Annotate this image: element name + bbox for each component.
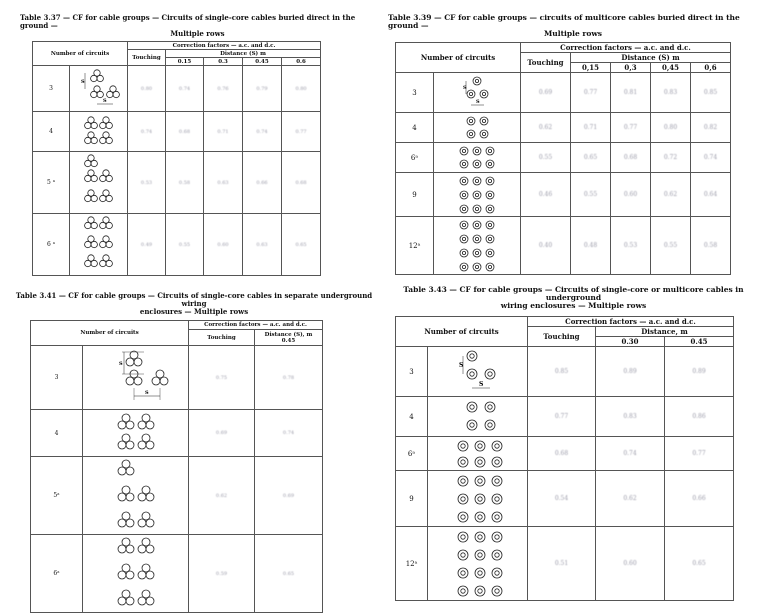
spacing-label: S (476, 98, 480, 105)
header-distance-value: 0,45 (651, 63, 691, 73)
table-row (396, 143, 731, 173)
cf-value: 0.48 (571, 217, 611, 275)
circuit-count: 6ᵃ (396, 437, 428, 471)
header-correction-factors: Correction factors — a.c. and d.c. (128, 42, 321, 50)
cf-value: 0.89 (665, 347, 734, 397)
header-number-of-circuits: Number of circuits (396, 317, 528, 347)
circuit-count: 9 (396, 471, 428, 527)
cf-value: 0.80 (282, 66, 321, 112)
circuit-count: 9 (396, 173, 434, 217)
multicore-group-diagram (437, 174, 517, 216)
enclosure-group-diagram (86, 536, 186, 612)
header-distance-value: 0.15 (166, 58, 204, 66)
cf-value: 0.80 (651, 113, 691, 143)
cf-value: 0.49 (128, 214, 166, 276)
cable-arrangement-figure (70, 66, 128, 112)
table-row (33, 112, 321, 152)
cf-value: 0.58 (166, 152, 204, 214)
header-touching: Touching (521, 53, 571, 73)
table-row (396, 73, 731, 113)
header-distance-value: 0,3 (611, 63, 651, 73)
table-title-line2: Multiple rows (543, 29, 603, 38)
cf-value: 0.81 (611, 73, 651, 113)
spacing-label: S (144, 389, 149, 396)
table-title-line2: wiring enclosures — Multiple rows (500, 301, 647, 310)
cf-table (395, 42, 731, 275)
cable-arrangement-figure (83, 457, 189, 535)
cable-arrangement-figure (428, 437, 528, 471)
header-correction-factors: Correction factors — a.c. and d.c. (528, 317, 734, 327)
cable-arrangement-figure (428, 397, 528, 437)
header-distance-label: Distance (S), m (264, 331, 313, 338)
table-row (396, 397, 734, 437)
circuit-count: 5 ᵃ (33, 152, 70, 214)
cable-arrangement-figure (70, 112, 128, 152)
circuit-count: 4 (396, 113, 434, 143)
spacing-label: S (118, 360, 123, 367)
cf-value: 0.68 (528, 437, 596, 471)
cf-value: 0.40 (521, 217, 571, 275)
circuit-count: 6ᵃ (31, 535, 83, 613)
cf-value: 0.69 (189, 410, 255, 457)
header-distance-value: 0.45 (665, 337, 734, 347)
cf-value: 0.46 (521, 173, 571, 217)
trefoil-group-diagram (71, 215, 127, 275)
cable-arrangement-figure (434, 143, 521, 173)
header-distance-value: 0,15 (571, 63, 611, 73)
circuit-count: 4 (396, 397, 428, 437)
cf-value: 0.65 (665, 527, 734, 601)
circuit-count: 6 ᵃ (33, 214, 70, 276)
cf-value: 0.74 (243, 112, 282, 152)
spacing-label: S (102, 97, 107, 104)
cf-value: 0.77 (571, 73, 611, 113)
circuit-count: 12ᵃ (396, 527, 428, 601)
cf-value: 0.64 (691, 173, 731, 217)
enclosure-group-diagram (429, 528, 527, 600)
cable-arrangement-figure (83, 346, 189, 410)
cf-value: 0.75 (189, 346, 255, 410)
table-3-39-panel (388, 14, 758, 275)
cable-arrangement-figure (428, 527, 528, 601)
cf-value: 0.62 (521, 113, 571, 143)
table-row (33, 66, 321, 112)
spacing-label: S (463, 84, 467, 91)
circuit-count: 3 (396, 73, 434, 113)
cf-value: 0.77 (665, 437, 734, 471)
cable-arrangement-figure (70, 152, 128, 214)
header-correction-factors: Correction factors — a.c. and d.c. (521, 43, 731, 53)
cf-value: 0.60 (611, 173, 651, 217)
cf-table (32, 41, 321, 276)
cable-arrangement-figure (428, 471, 528, 527)
cf-value: 0.86 (665, 397, 734, 437)
cf-value: 0.83 (596, 397, 665, 437)
cf-value: 0.78 (255, 346, 323, 410)
cf-value: 0.62 (651, 173, 691, 217)
table-row (31, 535, 323, 613)
enclosure-group-diagram (86, 458, 186, 534)
cf-value: 0.85 (528, 347, 596, 397)
table-row (396, 527, 734, 601)
cf-value: 0.69 (255, 457, 323, 535)
table-row (396, 173, 731, 217)
table-title-line1: Table 3.37 — CF for cable groups — Circuits of single-core cables buried direct in the ground — (20, 13, 356, 30)
table-row (31, 457, 323, 535)
cf-value: 0.77 (282, 112, 321, 152)
cf-value: 0.76 (204, 66, 243, 112)
cf-table (395, 316, 734, 601)
cf-value: 0.55 (521, 143, 571, 173)
header-number-of-circuits: Number of circuits (33, 42, 128, 66)
cable-arrangement-figure (434, 173, 521, 217)
table-title (14, 292, 374, 316)
circuit-count: 6ᵃ (396, 143, 434, 173)
table-3-37-panel (20, 14, 375, 276)
header-distance-value: 0.6 (282, 58, 321, 66)
cable-arrangement-figure (428, 347, 528, 397)
cf-value: 0.83 (651, 73, 691, 113)
cf-value: 0.82 (691, 113, 731, 143)
cf-value: 0.65 (282, 214, 321, 276)
cf-value: 0.62 (189, 457, 255, 535)
header-correction-factors: Correction factors — a.c. and d.c. (189, 321, 323, 330)
cf-value: 0.55 (166, 214, 204, 276)
header-distance-value: 0.30 (596, 337, 665, 347)
enclosure-spacing-diagram (86, 348, 186, 408)
cf-value: 0.77 (528, 397, 596, 437)
cable-arrangement-figure (83, 410, 189, 457)
cf-value: 0.74 (166, 66, 204, 112)
header-distance-value: 0,6 (691, 63, 731, 73)
header-distance: Distance (S) m (571, 53, 731, 63)
enclosure-group-diagram (86, 411, 186, 455)
header-touching: Touching (128, 50, 166, 66)
cf-value: 0.63 (243, 214, 282, 276)
multicore-spacing-diagram (437, 74, 517, 112)
cf-value: 0.71 (204, 112, 243, 152)
cable-arrangement-figure (434, 217, 521, 275)
multicore-group-diagram (437, 218, 517, 274)
cf-value: 0.68 (282, 152, 321, 214)
cable-arrangement-figure (434, 113, 521, 143)
spacing-label: S (80, 78, 85, 85)
cf-table (30, 320, 323, 613)
header-number-of-circuits: Number of circuits (31, 321, 189, 346)
cf-value: 0.55 (571, 173, 611, 217)
header-distance (255, 330, 323, 346)
header-touching: Touching (528, 327, 596, 347)
cf-value: 0.74 (128, 112, 166, 152)
cf-value: 0.66 (665, 471, 734, 527)
circuit-count: 12ᵃ (396, 217, 434, 275)
cf-value: 0.71 (571, 113, 611, 143)
table-title-line1: Table 3.41 — CF for cable groups — Circuits of single-core cables in separate underground wiring (15, 291, 373, 308)
header-number-of-circuits: Number of circuits (396, 43, 521, 73)
cf-value: 0.77 (611, 113, 651, 143)
table-3-43-panel (386, 286, 761, 601)
table-row (396, 347, 734, 397)
table-title (386, 286, 761, 310)
circuit-count: 3 (396, 347, 428, 397)
enclosure-group-diagram (429, 472, 527, 526)
cf-value: 0.55 (651, 217, 691, 275)
spacing-label: S (478, 380, 483, 388)
header-distance-value: 0.45 (281, 337, 296, 344)
enclosure-spacing-diagram (429, 348, 527, 396)
table-row (31, 346, 323, 410)
enclosure-group-diagram (429, 438, 527, 470)
cf-value: 0.62 (596, 471, 665, 527)
enclosure-group-diagram (429, 398, 527, 436)
cf-value: 0.51 (528, 527, 596, 601)
cf-value: 0.85 (691, 73, 731, 113)
circuit-count: 5ᵃ (31, 457, 83, 535)
cf-value: 0.74 (596, 437, 665, 471)
header-touching: Touching (189, 330, 255, 346)
cf-value: 0.66 (243, 152, 282, 214)
cf-value: 0.80 (128, 66, 166, 112)
cf-value: 0.60 (596, 527, 665, 601)
cable-arrangement-figure (434, 73, 521, 113)
table-row (33, 214, 321, 276)
table-title-line2: enclosures — Multiple rows (139, 307, 249, 316)
table-title (20, 14, 375, 38)
cf-value: 0.65 (571, 143, 611, 173)
table-row (396, 113, 731, 143)
cf-value: 0.54 (528, 471, 596, 527)
trefoil-with-spacing-diagram (71, 67, 127, 111)
circuit-count: 3 (31, 346, 83, 410)
cf-value: 0.59 (189, 535, 255, 613)
cf-value: 0.89 (596, 347, 665, 397)
table-row (396, 471, 734, 527)
cf-value: 0.65 (255, 535, 323, 613)
cf-value: 0.53 (611, 217, 651, 275)
circuit-count: 3 (33, 66, 70, 112)
table-row (31, 410, 323, 457)
cf-value: 0.79 (243, 66, 282, 112)
table-3-41-panel (14, 292, 374, 613)
header-distance: Distance, m (596, 327, 734, 337)
cf-value: 0.74 (691, 143, 731, 173)
cf-value: 0.53 (128, 152, 166, 214)
spacing-label: S (458, 361, 463, 369)
cf-value: 0.58 (691, 217, 731, 275)
multicore-group-diagram (437, 114, 517, 142)
table-row (396, 437, 734, 471)
table-row (396, 217, 731, 275)
trefoil-group-diagram (71, 113, 127, 151)
circuit-count: 4 (33, 112, 70, 152)
multicore-group-diagram (437, 144, 517, 172)
header-distance-value: 0.3 (204, 58, 243, 66)
table-title-line1: Table 3.43 — CF for cable groups — Circuits of single-core or multicore cables in underground (403, 285, 744, 302)
cf-value: 0.74 (255, 410, 323, 457)
header-distance: Distance (S) m (166, 50, 321, 58)
cf-value: 0.63 (204, 152, 243, 214)
cable-arrangement-figure (70, 214, 128, 276)
table-title-line1: Table 3.39 — CF for cable groups — circuits of multicore cables buried direct in the ground — (388, 13, 740, 30)
cable-arrangement-figure (83, 535, 189, 613)
cf-value: 0.60 (204, 214, 243, 276)
cf-value: 0.69 (521, 73, 571, 113)
table-title-line2: Multiple rows (170, 29, 225, 38)
cf-value: 0.72 (651, 143, 691, 173)
table-row (33, 152, 321, 214)
table-title (388, 14, 758, 38)
cf-value: 0.68 (611, 143, 651, 173)
cf-value: 0.68 (166, 112, 204, 152)
header-distance-value: 0.45 (243, 58, 282, 66)
circuit-count: 4 (31, 410, 83, 457)
trefoil-group-diagram (71, 153, 127, 213)
